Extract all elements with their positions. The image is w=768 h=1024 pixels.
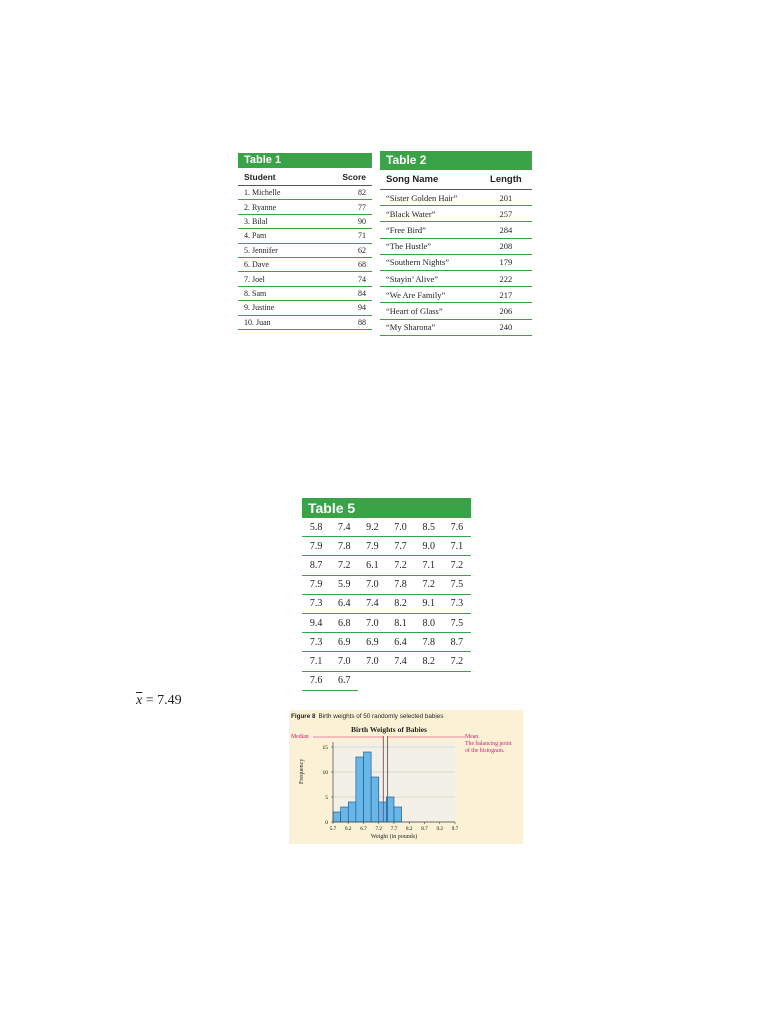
table1-cell: 82 [315, 186, 372, 200]
table5-cell: 6.4 [386, 633, 414, 652]
table1-cell: 6. Dave [238, 257, 315, 271]
table5-row [302, 575, 471, 594]
table1-cell: 62 [315, 243, 372, 257]
x-tick-label: 8.2 [406, 826, 413, 832]
y-tick-label: 15 [322, 745, 328, 751]
table2-cell: 208 [480, 238, 532, 254]
table5-cell: 6.4 [330, 594, 358, 613]
histogram-bar [356, 757, 364, 822]
table1-cell: 10. Juan [238, 315, 315, 329]
table5-cell: 7.2 [443, 652, 471, 671]
table5-cell: 7.8 [415, 633, 443, 652]
table5-cell: 7.1 [415, 556, 443, 575]
table5-cell: 7.0 [330, 652, 358, 671]
y-tick-label: 5 [325, 795, 328, 801]
table2-row [380, 222, 532, 238]
table1-row [238, 243, 372, 257]
table5-cell: 7.1 [443, 537, 471, 556]
table5-cell: 9.4 [302, 613, 330, 632]
table5-cell: 7.6 [302, 671, 330, 690]
y-axis-label: Frequency [299, 758, 305, 784]
table5-cell: 9.2 [358, 518, 386, 537]
table-2-header-song: Song Name [380, 170, 480, 190]
table1-cell: 1. Michelle [238, 186, 315, 200]
histogram-bar [371, 777, 379, 822]
table5-cell: 7.0 [358, 652, 386, 671]
table5-cell: 7.9 [302, 537, 330, 556]
table2-cell: “Free Bird” [380, 222, 480, 238]
table5-cell: 7.2 [415, 575, 443, 594]
table5-cell: 7.5 [443, 575, 471, 594]
histogram-bar [379, 802, 387, 822]
table2-row [380, 238, 532, 254]
table-1-header-score: Score [315, 168, 372, 186]
x-tick-label: 5.7 [329, 826, 337, 832]
table2-cell: “Southern Nights” [380, 254, 480, 270]
table1-cell: 9. Justine [238, 301, 315, 315]
histogram-bar [341, 807, 349, 822]
histogram [289, 710, 523, 844]
table1-cell: 3. Bilal [238, 214, 315, 228]
table-5-grid [302, 518, 471, 691]
table5-cell: 7.2 [386, 556, 414, 575]
x-axis-label: Weight (in pounds) [370, 834, 418, 840]
table5-cell: 7.1 [302, 652, 330, 671]
table5-row [302, 671, 471, 690]
table5-cell: 7.4 [330, 518, 358, 537]
table2-cell: 206 [480, 303, 532, 319]
table-1-header-student: Student [238, 168, 315, 186]
table1-cell: 2. Ryanne [238, 200, 315, 214]
table1-cell: 68 [315, 257, 372, 271]
table1-cell: 74 [315, 272, 372, 286]
table5-cell: 7.4 [358, 594, 386, 613]
table-1-title: Table 1 [238, 153, 372, 168]
table2-row [380, 303, 532, 319]
table-2-grid [380, 170, 532, 336]
mean-label-desc-2: of the histogram. [465, 748, 505, 754]
table-1-grid [238, 168, 372, 330]
histogram-bar [348, 802, 356, 822]
table5-cell: 8.2 [386, 594, 414, 613]
table5-row [302, 633, 471, 652]
table1-row [238, 214, 372, 228]
table5-row [302, 537, 471, 556]
table2-cell: 201 [480, 190, 532, 206]
x-tick-label: 6.7 [360, 826, 367, 832]
table5-cell: 7.9 [358, 537, 386, 556]
y-tick-label: 0 [325, 820, 328, 826]
chart-title: Birth Weights of Babies [351, 725, 427, 734]
table5-cell: 6.9 [358, 633, 386, 652]
table2-cell: “Stayin’ Alive” [380, 270, 480, 286]
table5-cell: 8.7 [302, 556, 330, 575]
table1-row [238, 272, 372, 286]
table1-cell: 71 [315, 229, 372, 243]
histogram-bar [394, 807, 402, 822]
table2-cell: “Black Water” [380, 206, 480, 222]
table1-cell: 5. Jennifer [238, 243, 315, 257]
table5-row [302, 613, 471, 632]
table2-cell: 284 [480, 222, 532, 238]
table5-row [302, 518, 471, 537]
table2-cell: 217 [480, 287, 532, 303]
table2-cell: 179 [480, 254, 532, 270]
table1-row [238, 257, 372, 271]
table5-cell: 6.1 [358, 556, 386, 575]
table5-cell: 9.0 [415, 537, 443, 556]
table-5-title: Table 5 [302, 498, 471, 518]
table5-cell: 7.6 [443, 518, 471, 537]
histogram-bar [364, 752, 372, 822]
table1-row [238, 315, 372, 329]
table2-row [380, 319, 532, 335]
mean-label-desc-1: The balancing point [465, 741, 512, 747]
table5-cell: 7.0 [386, 518, 414, 537]
table5-cell: 7.0 [358, 613, 386, 632]
table5-row [302, 594, 471, 613]
table5-cell: 7.2 [443, 556, 471, 575]
table1-cell: 90 [315, 214, 372, 228]
table5-cell: 8.5 [415, 518, 443, 537]
table2-row [380, 206, 532, 222]
median-label: Median [291, 734, 309, 740]
table1-row [238, 286, 372, 300]
table5-cell: 7.3 [302, 633, 330, 652]
table5-cell: 8.0 [415, 613, 443, 632]
table-5 [302, 498, 471, 691]
figure-8 [289, 710, 523, 844]
table5-cell: 6.7 [330, 671, 358, 690]
table5-cell: 9.1 [415, 594, 443, 613]
mean-value: = 7.49 [142, 693, 182, 708]
table5-cell: 7.8 [386, 575, 414, 594]
x-tick-label: 6.2 [345, 826, 352, 832]
table5-cell: 7.3 [302, 594, 330, 613]
table-2 [380, 151, 532, 336]
table1-row [238, 186, 372, 200]
table5-cell: 7.5 [443, 613, 471, 632]
x-tick-label: 7.7 [390, 826, 398, 832]
table5-cell: 7.7 [386, 537, 414, 556]
table5-cell: 6.8 [330, 613, 358, 632]
table2-row [380, 270, 532, 286]
table5-cell: 8.2 [415, 652, 443, 671]
table5-cell: 7.9 [302, 575, 330, 594]
table2-cell: 222 [480, 270, 532, 286]
figure-caption-label: Figure 8 [291, 713, 316, 720]
table-2-header-length: Length [480, 170, 532, 190]
table1-cell: 84 [315, 286, 372, 300]
table2-cell: “Heart of Glass” [380, 303, 480, 319]
table5-cell: 7.8 [330, 537, 358, 556]
table5-cell: 8.7 [443, 633, 471, 652]
table2-cell: 257 [480, 206, 532, 222]
y-tick-label: 10 [322, 770, 328, 776]
table1-cell: 77 [315, 200, 372, 214]
table5-cell: 7.0 [358, 575, 386, 594]
table2-cell: “We Are Family” [380, 287, 480, 303]
table2-cell: “The Hustle” [380, 238, 480, 254]
figure-caption-text: Birth weights of 50 randomly selected babies [318, 713, 444, 720]
table1-row [238, 200, 372, 214]
table1-cell: 8. Sam [238, 286, 315, 300]
table1-cell: 94 [315, 301, 372, 315]
table5-cell: 5.9 [330, 575, 358, 594]
table1-cell: 88 [315, 315, 372, 329]
table5-cell: 7.4 [386, 652, 414, 671]
table2-cell: “My Sharona” [380, 319, 480, 335]
x-tick-label: 9.2 [436, 826, 443, 832]
x-tick-label: 9.7 [451, 826, 459, 832]
table5-row [302, 652, 471, 671]
table5-row [302, 556, 471, 575]
table1-cell: 4. Pam [238, 229, 315, 243]
table2-row [380, 287, 532, 303]
histogram-bar [333, 812, 341, 822]
table5-cell: 5.8 [302, 518, 330, 537]
table5-cell: 8.1 [386, 613, 414, 632]
table2-cell: “Sister Golden Hair” [380, 190, 480, 206]
table5-cell: 6.9 [330, 633, 358, 652]
table1-row [238, 229, 372, 243]
table-1 [238, 153, 372, 330]
table2-row [380, 190, 532, 206]
mean-statement [136, 693, 182, 709]
table1-cell: 7. Joel [238, 272, 315, 286]
table1-row [238, 301, 372, 315]
table2-row [380, 254, 532, 270]
mean-label-title: Mean. [465, 734, 480, 740]
x-tick-label: 7.2 [375, 826, 382, 832]
table5-cell: 7.3 [443, 594, 471, 613]
mean-symbol: $\overline{x}$ [136, 693, 143, 708]
x-tick-label: 8.7 [421, 826, 428, 832]
table2-cell: 240 [480, 319, 532, 335]
table-2-title: Table 2 [380, 151, 532, 170]
table5-cell: 7.2 [330, 556, 358, 575]
